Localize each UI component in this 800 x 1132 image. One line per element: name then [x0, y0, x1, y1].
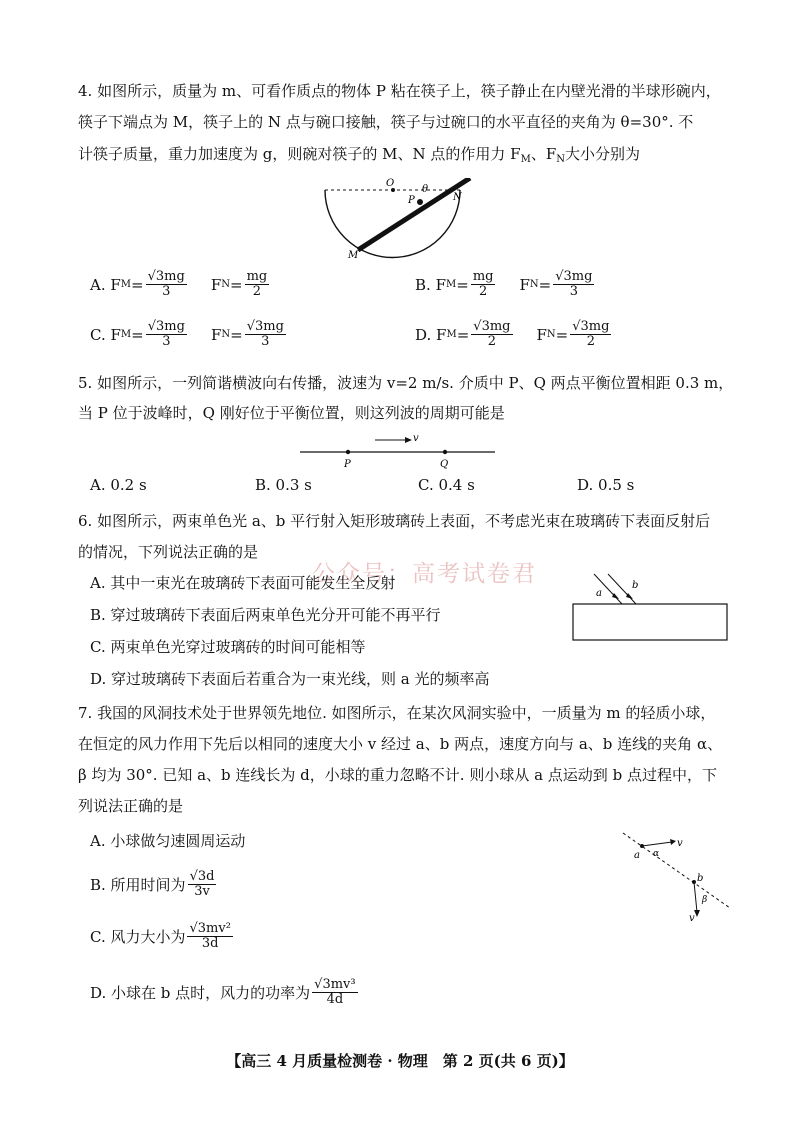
object-p: [417, 199, 423, 205]
label-beta: β: [702, 895, 708, 905]
q7-line1: 7. 我国的风洞技术处于世界领先地位. 如图所示，在某次风洞实验中，一质量为 m 的轻质小球，: [78, 704, 716, 722]
label-q: Q: [440, 459, 449, 470]
label-v1: v: [677, 838, 683, 849]
velocity-arrowhead: [405, 437, 412, 443]
q4-line2: 筷子下端点为 M，筷子上的 N 点与碗口接触，筷子与过碗口的水平直径的夹角为 θ=30°. 不: [78, 113, 694, 131]
bowl-figure: [310, 178, 490, 263]
q7-line2: 在恒定的风力作用下先后以相同的速度大小 v 经过 a、b 两点，速度方向与 a、b 连线的夹角 α、: [78, 735, 723, 753]
velocity-b: [694, 882, 697, 912]
label-p: P: [344, 459, 351, 470]
q5-option-d[interactable]: D. 0.5 s: [577, 476, 635, 494]
q4-option-d[interactable]: D. F M = $\frac{√3mg}{2}$ F N = $\frac{√3mg}{2}$: [415, 319, 610, 349]
q4-line3: 计筷子质量，重力加速度为 g，则碗对筷子的 M、N 点的作用力 $F_M$、$F_N$大小分别为: [78, 145, 641, 165]
label-a: a: [596, 588, 602, 599]
label-m: M: [348, 250, 359, 261]
chopstick: [358, 178, 470, 250]
glass-brick: [573, 604, 727, 640]
watermark: 公众号：高考试卷君: [312, 561, 537, 587]
label-v: v: [413, 433, 419, 444]
point-p: [346, 450, 350, 454]
q5-line1: 5. 如图所示，一列简谐横波向右传播，波速为 v=2 m/s. 介质中 P、Q 两点平衡位置相距 0.3 m，: [78, 374, 734, 392]
wave-figure: [300, 430, 500, 470]
label-a: a: [634, 850, 640, 861]
q6-option-b[interactable]: B. 穿过玻璃砖下表面后两束单色光分开可能不再平行: [90, 606, 441, 624]
label-b: b: [632, 580, 639, 591]
velocity-a: [642, 842, 672, 846]
q7-line3: β 均为 30°. 已知 a、b 连线长为 d，小球的重力忽略不计. 则小球从 a 点运动到 b 点过程中，下: [78, 766, 717, 784]
q5-option-a[interactable]: A. 0.2 s: [90, 476, 147, 494]
q7-option-d[interactable]: D. 小球在 b 点时，风力的功率为 $\frac{\text{√3mv³}}{4d}$: [90, 977, 356, 1007]
label-b: b: [697, 873, 704, 884]
q6-option-d[interactable]: D. 穿过玻璃砖下表面后若重合为一束光线，则 a 光的频率高: [90, 670, 490, 688]
q6-option-c[interactable]: C. 两束单色光穿过玻璃砖的时间可能相等: [90, 638, 366, 656]
q7-line4: 列说法正确的是: [78, 797, 184, 815]
point-q: [443, 450, 447, 454]
label-v2: v: [689, 913, 695, 923]
q7-option-c[interactable]: C. 风力大小为 $\frac{\text{√3mv²}}{3d}$: [90, 921, 231, 951]
q4-option-b[interactable]: B. F M = $\frac{mg}{2}$ F N = $\frac{√3mg}{3}$: [415, 269, 593, 299]
q4-line1: 4. 如图所示，质量为 m、可看作质点的物体 P 粘在筷子上，筷子静止在内壁光滑的半球形碗内，: [78, 82, 721, 100]
q6-line1: 6. 如图所示，两束单色光 a、b 平行射入矩形玻璃砖上表面，不考虑光束在玻璃砖下表面反射后: [78, 512, 711, 530]
q5-option-c[interactable]: C. 0.4 s: [418, 476, 475, 494]
page-footer: 【高三 4 月质量检测卷 · 物理 第 2 页(共 6 页)】: [226, 1052, 574, 1070]
glass-brick-figure: [570, 568, 730, 644]
q6-option-a[interactable]: A. 其中一束光在玻璃砖下表面可能发生全反射: [90, 574, 396, 592]
velocity-b-arrow: [694, 910, 700, 917]
q5-line2: 当 P 位于波峰时，Q 刚好位于平衡位置，则这列波的周期可能是: [78, 404, 505, 422]
q4-option-a[interactable]: A. F M = $\frac{√3mg}{3}$ F N = $\frac{mg}{2}$: [90, 269, 268, 299]
velocity-a-arrow: [670, 839, 676, 845]
q7-option-b[interactable]: B. 所用时间为 $\frac{√3d}{3v}$: [90, 869, 215, 899]
q5-option-b[interactable]: B. 0.3 s: [255, 476, 312, 494]
label-theta: θ: [422, 184, 429, 195]
q6-line2: 的情况，下列说法正确的是: [78, 543, 259, 561]
label-o: O: [386, 178, 395, 189]
label-n: N: [453, 192, 462, 203]
wind-tunnel-figure: [615, 828, 735, 923]
label-alpha: α: [653, 849, 660, 859]
q4-option-c[interactable]: C. F M = $\frac{√3mg}{3}$ F N = $\frac{√3mg}{3}$: [90, 319, 284, 349]
q7-option-a[interactable]: A. 小球做匀速圆周运动: [90, 832, 246, 850]
label-p: P: [408, 195, 415, 206]
